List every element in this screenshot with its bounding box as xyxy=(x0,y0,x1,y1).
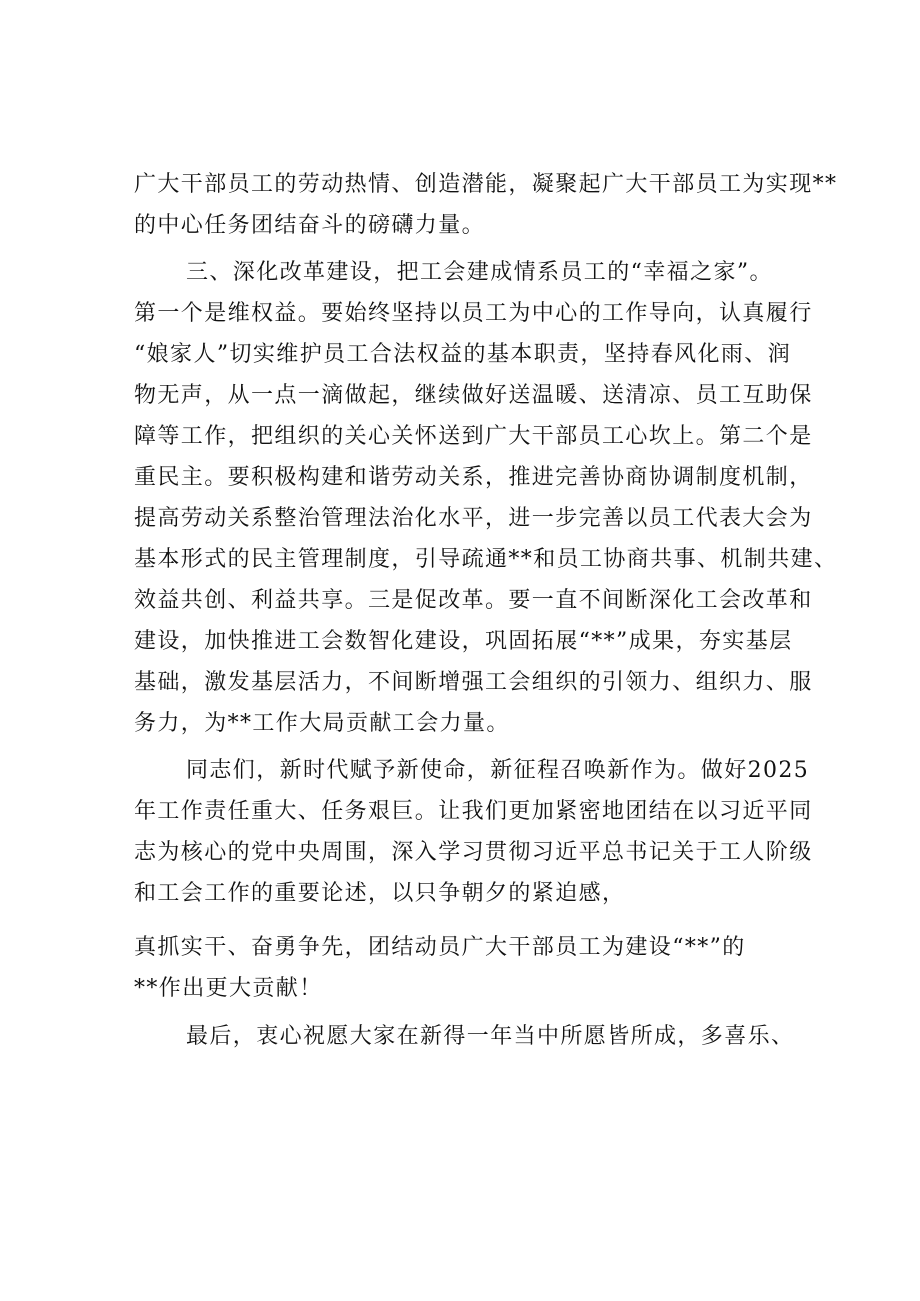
text-line: 真抓实干、奋勇争先，团结动员广大干部员工为建设“**”的 xyxy=(134,935,746,960)
section-heading: 三、深化改革建设，把工会建成情系员工的“幸福之家”。 xyxy=(186,260,773,285)
text-line: 的中心任务团结奋斗的磅礴力量。 xyxy=(134,213,486,238)
paragraph-start: 同志们，新时代赋予新使命，新征程召唤新作为。做好2025 xyxy=(186,758,810,783)
text-line: 效益共创、利益共享。三是促改革。要一直不间断深化工会改革和 xyxy=(134,588,813,613)
text-line: 基本形式的民主管理制度，引导疏通**和员工协商共事、机制共建、 xyxy=(134,547,838,572)
text-line: **作出更大贡献！ xyxy=(134,976,323,1001)
text-line: 第一个是维权益。要始终坚持以员工为中心的工作导向，认真履行 xyxy=(134,301,813,326)
text-line: 提高劳动关系整治管理法治化水平，进一步完善以员工代表大会为 xyxy=(134,506,813,531)
text-line: 志为核心的党中央周围，深入学习贯彻习近平总书记关于工人阶级 xyxy=(134,840,813,865)
text-line: 基础，激发基层活力，不间断增强工会组织的引领力、组织力、服 xyxy=(134,670,813,695)
text-line: 物无声，从一点一滴做起，继续做好送温暖、送清凉、员工互助保 xyxy=(134,383,813,408)
text-line: 年工作责任重大、任务艰巨。让我们更加紧密地团结在以习近平同 xyxy=(134,799,813,824)
text-line: 和工会工作的重要论述，以只争朝夕的紧迫感， xyxy=(134,881,626,906)
text-line: 广大干部员工的劳动热情、创造潜能，凝聚起广大干部员工为实现** xyxy=(134,172,838,197)
text-line: 重民主。要积极构建和谐劳动关系，推进完善协商协调制度机制， xyxy=(134,465,813,490)
text-line: 障等工作，把组织的关心关怀送到广大干部员工心坎上。第二个是 xyxy=(134,424,813,449)
text-line: “娘家人”切实维护员工合法权益的基本职责，坚持春风化雨、润 xyxy=(134,342,792,367)
text-line: 务力，为**工作大局贡献工会力量。 xyxy=(134,711,510,736)
text-line: 建设，加快推进工会数智化建设，巩固拓展“**”成果，夯实基层 xyxy=(134,629,793,654)
paragraph-start: 最后，衷心祝愿大家在新得一年当中所愿皆所成，多喜乐、 xyxy=(186,1024,795,1049)
